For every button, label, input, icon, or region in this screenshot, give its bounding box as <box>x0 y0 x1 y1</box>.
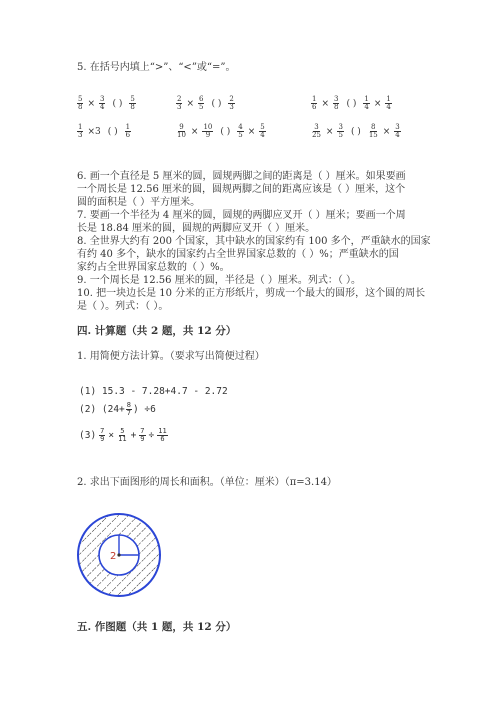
fraction: $\frac{5}{4}$ <box>260 123 265 139</box>
calc-q2-title: 2. 求出下面图形的周长和面积。（单位：厘米）（π=3.14） <box>77 477 337 488</box>
fraction: $\frac{11}{6}$ <box>158 427 167 443</box>
fraction: $\frac{7}{9}$ <box>140 427 145 443</box>
q8-line-3: 家约占全世界国家总数的（ ）%。 <box>77 262 230 273</box>
q5-title: 5. 在括号内填上“>”、“<”或“=”。 <box>77 62 236 73</box>
fraction: $\frac{1}{4}$ <box>386 95 391 111</box>
q8-line-2: 有约 40 多个，缺水的国家约占全世界国家总数的（ ）%；严重缺水的国 <box>77 249 399 260</box>
q7-line-1: 7. 要画一个半径为 4 厘米的圆，圆规的两脚应叉开（ ）厘米；要画一个周 <box>77 210 406 221</box>
fraction: $\frac{1}{6}$ <box>125 123 131 139</box>
fraction: $\frac{2}{3}$ <box>229 95 234 111</box>
fraction: $\frac{1}{6}$ <box>312 95 317 111</box>
answer-blank[interactable]: ( ) <box>346 98 357 109</box>
fraction: $\frac{9}{10}$ <box>177 123 186 139</box>
fraction: $\frac{3}{25}$ <box>312 123 321 139</box>
fraction: $\frac{10}{9}$ <box>203 123 213 139</box>
fraction: $\frac{3}{5}$ <box>338 123 343 139</box>
fraction: $\frac{3}{4}$ <box>395 123 400 139</box>
q7-line-2: 长是 18.84 厘米的圆，圆规的两脚应叉开（ ）厘米。 <box>77 223 316 234</box>
dimension-label: 2 <box>110 551 117 562</box>
fraction: $\frac{3}{4}$ <box>100 95 105 111</box>
answer-blank[interactable]: ( ) <box>350 126 361 137</box>
q6-line-1: 6. 画一个直径是 5 厘米的圆，圆规两脚之间的距离是（ ）厘米。如果要画 <box>77 171 406 182</box>
answer-blank[interactable]: ( ) <box>107 126 118 137</box>
fraction: $\frac{6}{5}$ <box>199 95 204 111</box>
fraction: $\frac{8}{7}$ <box>126 401 131 417</box>
section-5-heading: 五. 作图题（共 1 题，共 12 分） <box>77 621 237 633</box>
fraction: $\frac{5}{8}$ <box>130 95 135 111</box>
q6-line-2: 一个周长是 12.56 厘米的圆，圆规两脚之间的距离应该是（ ）厘米，这个 <box>77 184 406 195</box>
calc-item-3: (3) $\frac{7}{9}$ × $\frac{5}{11}$ + $\frac{7}{9}$ ÷ $\frac{11}{6}$ <box>79 427 167 443</box>
q9-line: 9. 一个周长是 12.56 厘米的圆，半径是（ ）厘米。列式：（ ）。 <box>77 275 362 286</box>
answer-blank[interactable]: ( ) <box>112 98 123 109</box>
compare-item: $\frac{9}{10}$ × $\frac{10}{9}$ ( ) $\frac{4}{5}$ × $\frac{5}{4}$ <box>177 123 265 139</box>
calc-item-2: (2) (24+ $\frac{8}{7}$ ) ÷6 <box>79 401 156 417</box>
fraction: $\frac{1}{4}$ <box>364 95 369 111</box>
q6-line-3: 圆的面积是（ ）平方厘米。 <box>77 197 201 208</box>
compare-item: $\frac{3}{25}$ × $\frac{3}{5}$ ( ) $\frac{8}{15}$ × $\frac{3}{4}$ <box>312 123 400 139</box>
fraction: $\frac{1}{3}$ <box>78 123 83 139</box>
fraction: $\frac{7}{9}$ <box>100 427 105 443</box>
calc-q1-title: 1. 用简便方法计算。（要求写出简便过程） <box>77 351 265 362</box>
section-4-heading: 四. 计算题（共 2 题，共 12 分） <box>77 325 237 337</box>
fraction: $\frac{3}{8}$ <box>334 95 339 111</box>
fraction: $\frac{4}{5}$ <box>238 123 243 139</box>
fraction: $\frac{5}{11}$ <box>118 427 127 443</box>
fraction: $\frac{2}{3}$ <box>177 95 182 111</box>
q10-line-1: 10. 把一块边长是 10 分米的正方形纸片，剪成一个最大的圆形，这个圆的周长 <box>77 288 426 299</box>
annulus-figure <box>74 510 164 600</box>
center-point <box>117 553 120 556</box>
answer-blank[interactable]: ( ) <box>211 98 222 109</box>
compare-item: $\frac{5}{8}$ × $\frac{3}{4}$ ( ) $\frac{5}{8}$ <box>78 95 135 111</box>
compare-item: $\frac{1}{3}$ ×3 ( ) $\frac{1}{6}$ <box>78 123 131 139</box>
answer-blank[interactable]: ( ) <box>220 126 231 137</box>
calc-item-1: (1) 15.3 - 7.28+4.7 - 2.72 <box>79 386 228 397</box>
compare-item: $\frac{2}{3}$ × $\frac{6}{5}$ ( ) $\frac{2}{3}$ <box>177 95 234 111</box>
q10-line-2: 是（ ）。列式：（ ）。 <box>77 301 169 312</box>
compare-item: $\frac{1}{6}$ × $\frac{3}{8}$ ( ) $\frac{1}{4}$ × $\frac{1}{4}$ <box>312 95 391 111</box>
fraction: $\frac{8}{15}$ <box>368 123 378 139</box>
q8-line-1: 8. 全世界大约有 200 个国家，其中缺水的国家约有 100 多个，严重缺水的国家 <box>77 236 431 247</box>
fraction: $\frac{5}{8}$ <box>78 95 83 111</box>
